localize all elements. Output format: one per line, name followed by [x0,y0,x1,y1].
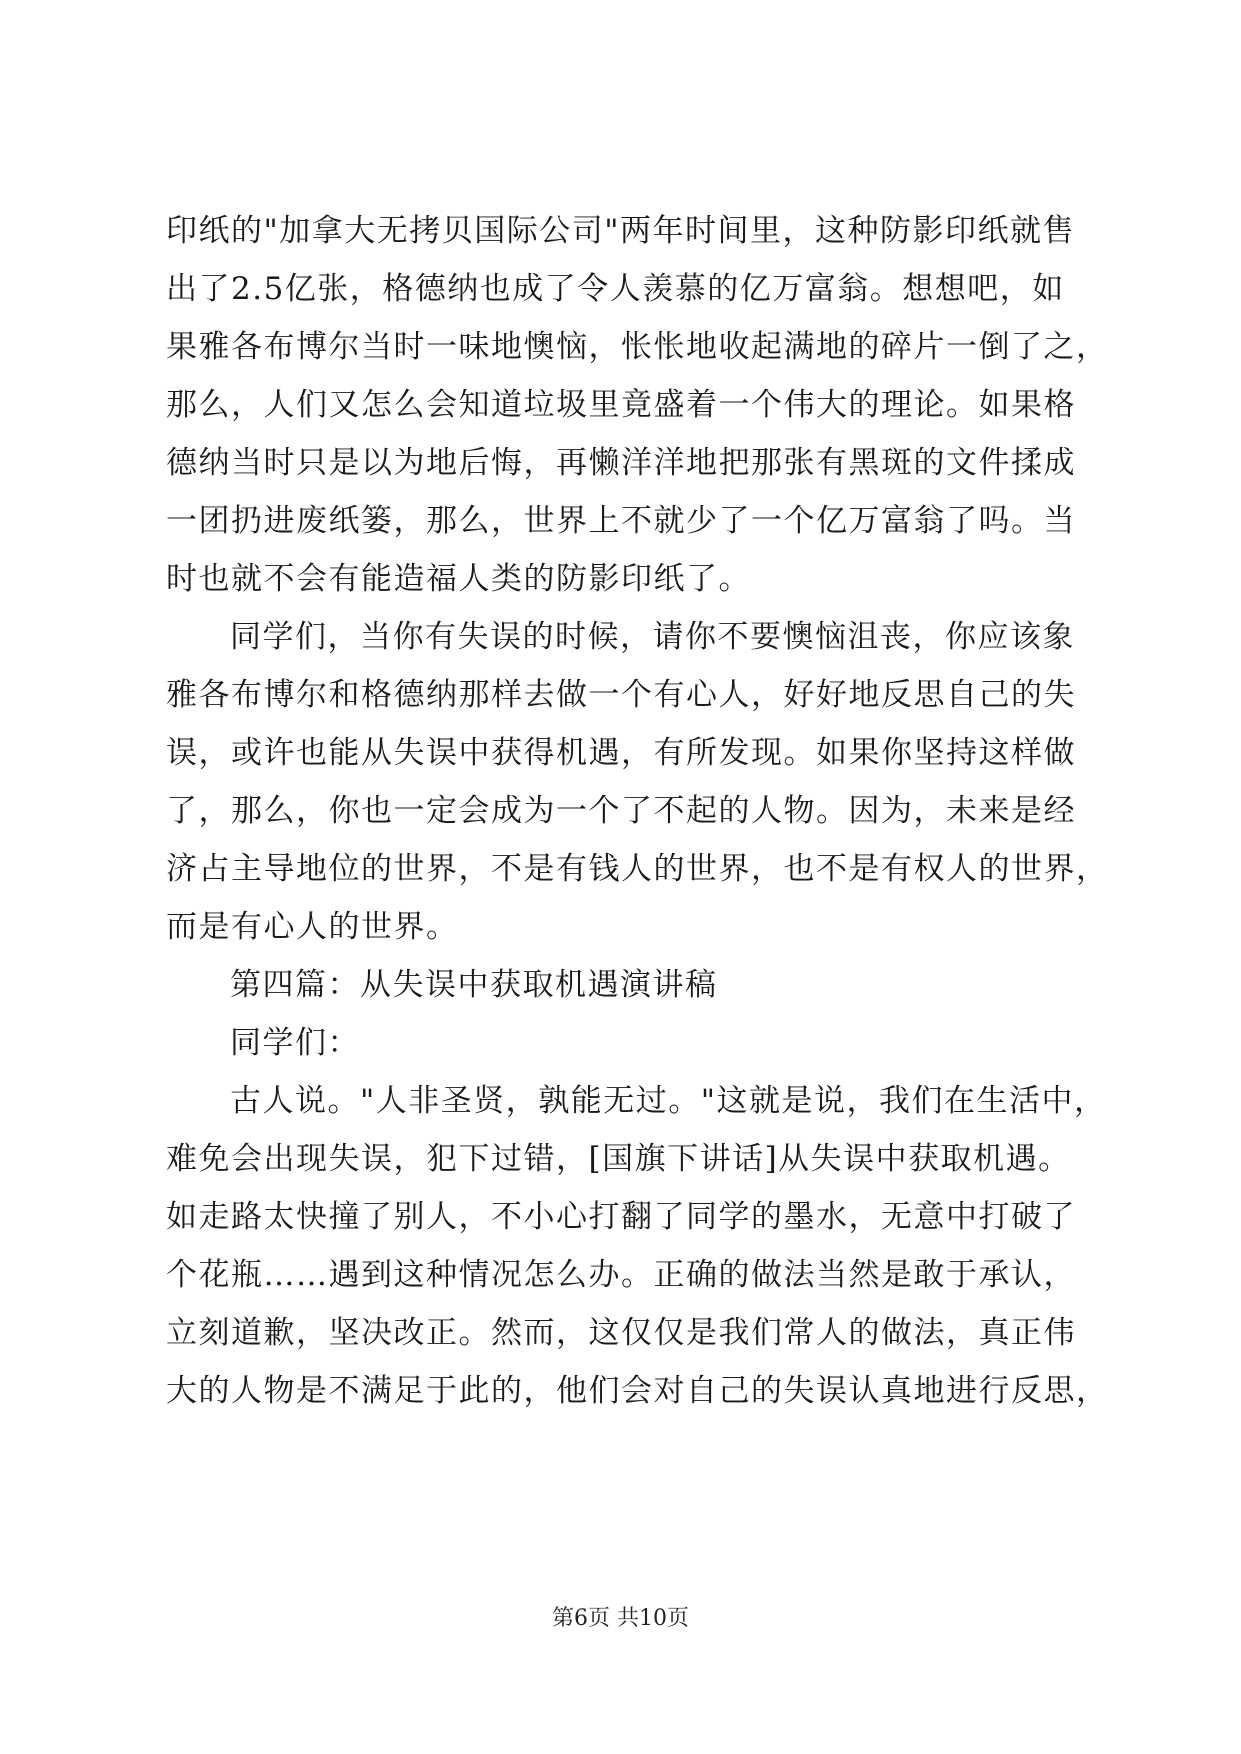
text-line: 时也就不会有能造福人类的防影印纸了。 [166,561,751,597]
text-line: 大的人物是不满足于此的，他们会对自己的失误认真地进行反思， [166,1373,1109,1409]
text-line: 济占主导地位的世界，不是有钱人的世界，也不是有权人的世界， [166,851,1109,887]
text-line: 果雅各布博尔当时一味地懊恼，怅怅地收起满地的碎片一倒了之， [166,329,1109,365]
salutation: 同学们： [230,1025,360,1061]
text-line: 了，那么，你也一定会成为一个了不起的人物。因为，未来是经 [166,793,1076,829]
text-line: 立刻道歉，坚决改正。然而，这仅仅是我们常人的做法，真正伟 [166,1315,1076,1351]
section-heading: 第四篇：从失误中获取机遇演讲稿 [230,967,718,1003]
text-line: 那么，人们又怎么会知道垃圾里竟盛着一个伟大的理论。如果格 [166,387,1076,423]
text-line: 而是有心人的世界。 [166,909,459,945]
paragraph-start: 同学们，当你有失误的时候，请你不要懊恼沮丧，你应该象 [230,619,1075,655]
page-number-footer: 第6页 共10页 [552,1606,689,1631]
paragraph-start: 古人说。"人非圣贤，孰能无过。"这就是说，我们在生活中， [230,1083,1107,1119]
text-line: 印纸的"加拿大无拷贝国际公司"两年时间里，这种防影印纸就售 [166,213,1076,249]
text-line: 误，或许也能从失误中获得机遇，有所发现。如果你坚持这样做 [166,735,1076,771]
text-line: 难免会出现失误，犯下过错，[国旗下讲话]从失误中获取机遇。 [166,1141,1071,1177]
text-line: 德纳当时只是以为地后悔，再懒洋洋地把那张有黑斑的文件揉成 [166,445,1076,481]
text-line: 个花瓶……遇到这种情况怎么办。正确的做法当然是敢于承认， [166,1257,1076,1293]
text-line: 一团扔进废纸篓，那么，世界上不就少了一个亿万富翁了吗。当 [166,503,1076,539]
text-line: 出了2.5亿张，格德纳也成了令人羡慕的亿万富翁。想想吧，如 [166,271,1065,307]
text-line: 如走路太快撞了别人，不小心打翻了同学的墨水，无意中打破了 [166,1199,1076,1235]
text-line: 雅各布博尔和格德纳那样去做一个有心人，好好地反思自己的失 [166,677,1076,713]
